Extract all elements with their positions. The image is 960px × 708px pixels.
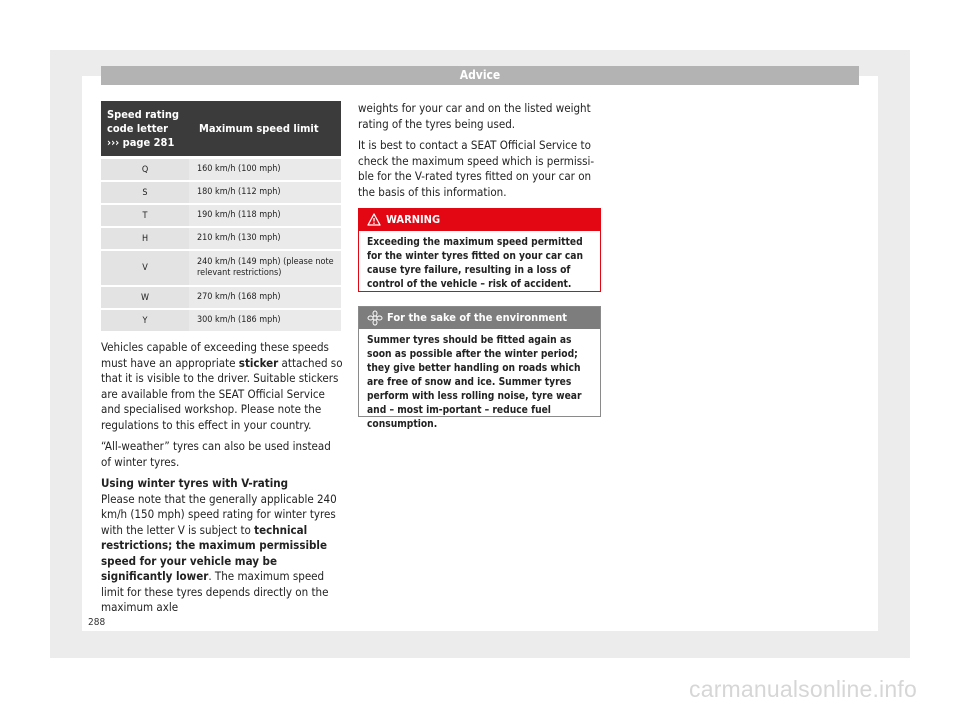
table-cell-limit: 210 km/h (130 mph): [189, 228, 341, 251]
table-cell-code: S: [101, 182, 189, 205]
table-cell-code: H: [101, 228, 189, 251]
table-cell-limit: 240 km/h (149 mph) (please note relevant restrictions): [189, 251, 341, 287]
table-cell-limit: 270 km/h (168 mph): [189, 287, 341, 310]
table-header-code: [101, 101, 189, 156]
table-cell-code: V: [101, 251, 189, 287]
text-run: Vehicles capable of exceeding these speeds must have an appropriate: [101, 340, 329, 370]
table-cell-limit: 190 km/h (118 mph): [189, 205, 341, 228]
page-number: 288: [88, 617, 106, 628]
warning-text: Exceeding the maximum speed permitted for the winter tyres fitted on your car can cause tyre failure, resulting in a loss of control of the vehicle – risk of accident.: [367, 237, 584, 290]
table-cell-limit: 160 km/h (100 mph): [189, 156, 341, 182]
left-column-text: [101, 340, 343, 622]
warning-box: [358, 208, 601, 292]
section-header: Advice: [101, 66, 859, 85]
table-row: [101, 251, 341, 287]
table-cell-code: W: [101, 287, 189, 310]
table-cell-code: Y: [101, 310, 189, 333]
warning-bar: [359, 209, 600, 231]
table-cell-limit: 180 km/h (112 mph): [189, 182, 341, 205]
environment-bar: [359, 307, 600, 329]
text-run: Please note that the generally applicable 240 km/h (150 mph) speed rating for winter tyres with the letter V is subject to: [101, 491, 337, 537]
paragraph: “All-weather” tyres can also be used instead of winter tyres.: [101, 439, 331, 469]
table-row: [101, 205, 341, 228]
table-cell-code: Q: [101, 156, 189, 182]
right-column-text: [358, 101, 603, 206]
bold-run: sticker: [238, 355, 279, 370]
watermark: carmanualsonline.info: [689, 676, 917, 702]
table-header-limit: Maximum speed limit: [189, 101, 341, 156]
table-header-code-line: Speed rating: [107, 107, 179, 121]
environment-title: For the sake of the environment: [387, 311, 568, 324]
table-row: [101, 228, 341, 251]
paragraph: It is best to contact a SEAT Official Service to check the maximum speed which is permissi-ble for the V-rated tyres fitted on your car on the basis of this information.: [358, 138, 595, 199]
text-run: . The maximum speed limit for these tyres depends directly on the maximum axle: [101, 569, 329, 614]
table-row: [101, 310, 341, 333]
text-run: attached so that it is visible to the driver. Suitable stickers are available from the SEAT Official Service and specialised workshop. Please note the regulations to this effect in your country.: [101, 355, 343, 432]
table-header-code-line: code letter: [107, 121, 169, 135]
table-header-page-link[interactable]: ››› page 281: [107, 135, 175, 149]
warning-title: WARNING: [386, 213, 441, 226]
speed-rating-table: [101, 101, 341, 333]
paragraph: [101, 492, 343, 616]
paragraph: [101, 340, 343, 433]
table-cell-limit: 300 km/h (186 mph): [189, 310, 341, 333]
paragraph: weights for your car and on the listed weight rating of the tyres being used.: [358, 101, 591, 131]
subheading: Using winter tyres with V-rating: [101, 476, 289, 490]
table-cell-code: T: [101, 205, 189, 228]
table-row: [101, 156, 341, 182]
environment-text: Summer tyres should be fitted again as soon as possible after the winter period; they give better handling on roads which are free of snow and ice. Summer tyres perform with less rolling noise, tyre wear and – most im-portant – reduce fuel consumption.: [367, 335, 582, 430]
environment-box: [358, 306, 601, 430]
flower-icon: [367, 310, 383, 326]
bold-run: technical restrictions; the maximum permissible speed for your vehicle may be significantly lower: [101, 522, 327, 583]
table-row: [101, 182, 341, 205]
warning-triangle-icon: [367, 213, 381, 226]
table-row: [101, 287, 341, 310]
